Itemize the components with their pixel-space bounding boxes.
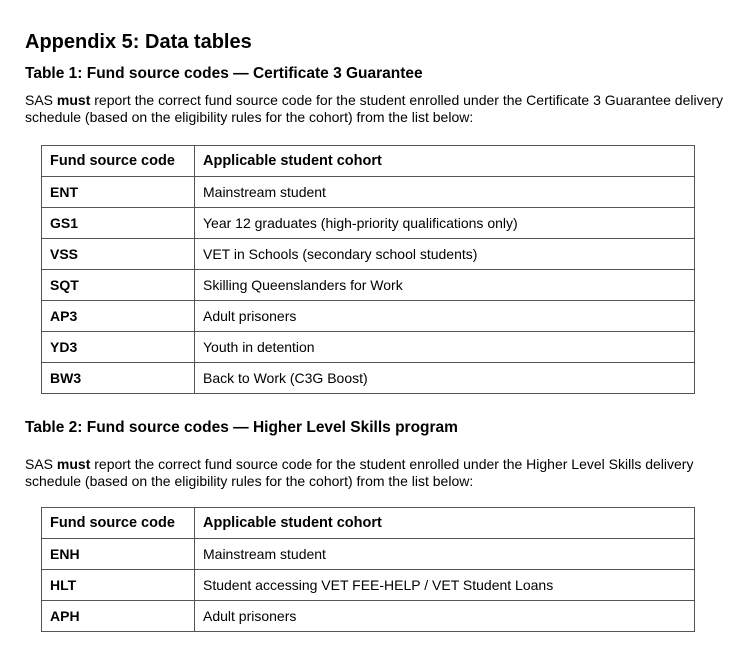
cohort-cell: Skilling Queenslanders for Work — [195, 270, 695, 301]
table1-header-row — [42, 146, 695, 177]
table2-heading: Table 2: Fund source codes — Higher Level Skills program — [25, 419, 458, 436]
table1-intro-start: SAS — [25, 92, 57, 108]
column-header-applicable-cohort: Applicable student cohort — [195, 508, 695, 539]
fund-source-code-cell: VSS — [42, 239, 195, 270]
cohort-cell: Adult prisoners — [195, 301, 695, 332]
table1-heading: Table 1: Fund source codes — Certificate 3 Guarantee — [25, 65, 423, 82]
table-row — [42, 539, 695, 570]
table-row — [42, 570, 695, 601]
table-row — [42, 332, 695, 363]
fund-source-code-cell: BW3 — [42, 363, 195, 394]
cohort-cell: Mainstream student — [195, 177, 695, 208]
table2-intro-rest: report the correct fund source code for the student enrolled under the Higher Level Skills delivery schedule (based on the eligibility rules for the cohort) from the list below: — [25, 456, 694, 489]
fund-source-code-cell: SQT — [42, 270, 195, 301]
table2-header-row — [42, 508, 695, 539]
fund-source-code-cell: AP3 — [42, 301, 195, 332]
fund-source-code-cell: HLT — [42, 570, 195, 601]
fund-source-code-cell: ENT — [42, 177, 195, 208]
table-row — [42, 208, 695, 239]
table1-fund-source-codes — [41, 145, 695, 394]
table2-intro — [25, 456, 725, 490]
table2-intro-emphasis: must — [56, 456, 91, 472]
cohort-cell: Student accessing VET FEE-HELP / VET Student Loans — [195, 570, 695, 601]
table-row — [42, 601, 695, 632]
cohort-cell: Adult prisoners — [195, 601, 695, 632]
fund-source-code-cell: ENH — [42, 539, 195, 570]
table1-intro — [25, 92, 725, 126]
table-row — [42, 363, 695, 394]
table-row — [42, 239, 695, 270]
table1-intro-emphasis: must — [56, 92, 91, 108]
table-row — [42, 301, 695, 332]
table1-intro-rest: report the correct fund source code for the student enrolled under the Certificate 3 Guarantee delivery schedule (based on the eligibility rules for the cohort) from the list below: — [25, 92, 724, 125]
cohort-cell: Mainstream student — [195, 539, 695, 570]
column-header-applicable-cohort: Applicable student cohort — [195, 146, 695, 177]
fund-source-code-cell: APH — [42, 601, 195, 632]
appendix-title: Appendix 5: Data tables — [25, 31, 252, 53]
cohort-cell: Youth in detention — [195, 332, 695, 363]
fund-source-code-cell: GS1 — [42, 208, 195, 239]
table-row — [42, 270, 695, 301]
cohort-cell: Year 12 graduates (high-priority qualifications only) — [195, 208, 695, 239]
column-header-fund-source-code: Fund source code — [42, 508, 195, 539]
column-header-fund-source-code: Fund source code — [42, 146, 195, 177]
table-row — [42, 177, 695, 208]
table2-intro-start: SAS — [25, 456, 57, 472]
table2-fund-source-codes — [41, 507, 695, 632]
fund-source-code-cell: YD3 — [42, 332, 195, 363]
cohort-cell: Back to Work (C3G Boost) — [195, 363, 695, 394]
cohort-cell: VET in Schools (secondary school students) — [195, 239, 695, 270]
